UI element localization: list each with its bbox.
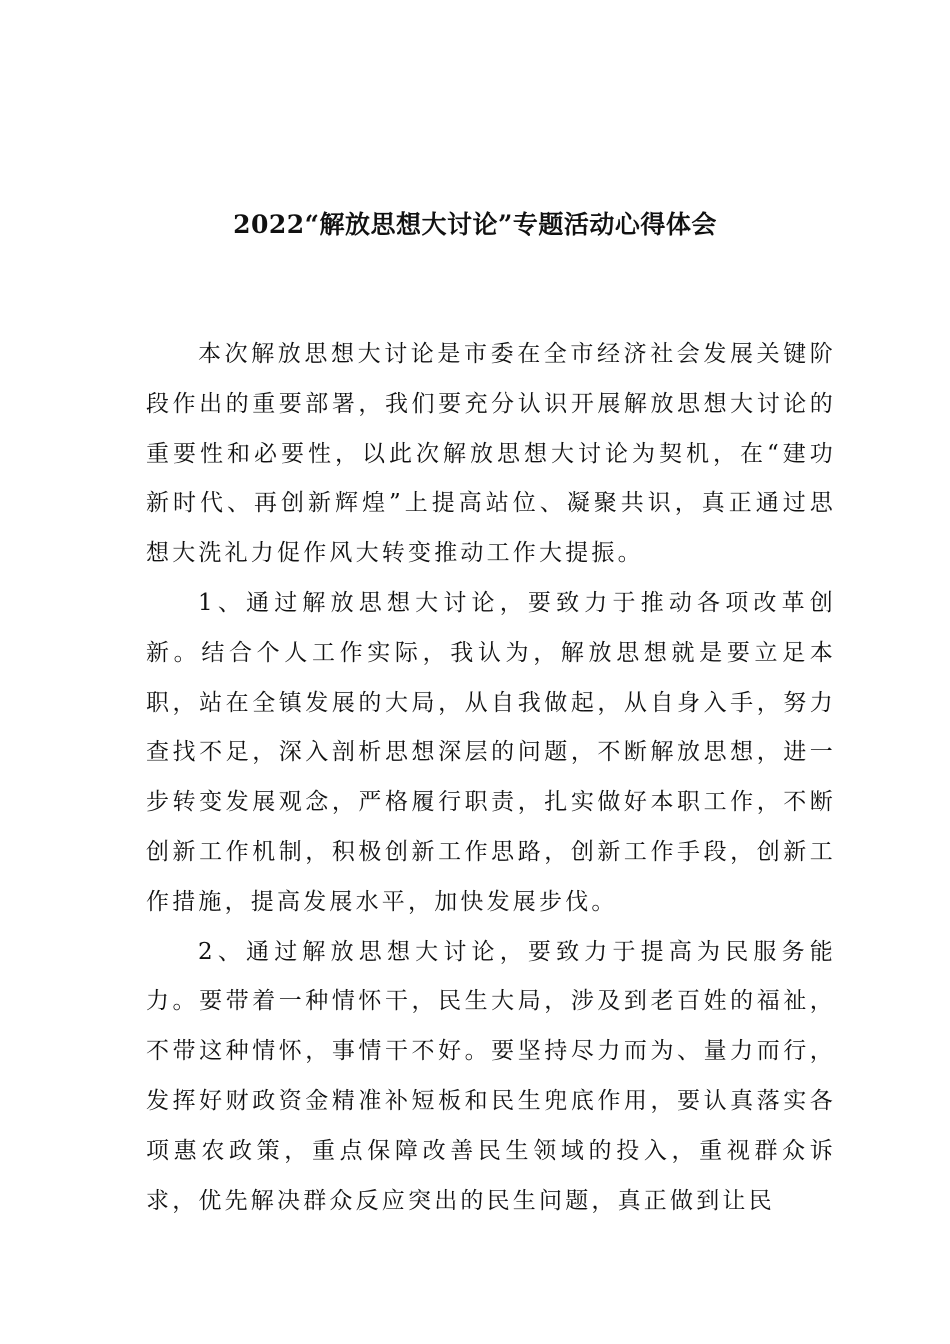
document-body (146, 330, 836, 1226)
paragraph-point-2: 2、通过解放思想大讨论，要致力于提高为民服务能力。要带着一种情怀干，民生大局，涉及到老百姓的福祉，不带这种情怀，事情干不好。要坚持尽力而为、量力而行，发挥好财政资金精准补短板和民生兜底作用，要认真落实各项惠农政策，重点保障改善民生领域的投入，重视群众诉求，优先解决群众反应突出的民生问题，真正做到让民 (146, 938, 836, 1214)
paragraph-point-1: 1、通过解放思想大讨论，要致力于推动各项改革创新。结合个人工作实际，我认为，解放思想就是要立足本职，站在全镇发展的大局，从自我做起，从自身入手，努力查找不足，深入剖析思想深层的问题，不断解放思想，进一步转变发展观念，严格履行职责，扎实做好本职工作，不断创新工作机制，积极创新工作思路，创新工作手段，创新工作措施，提高发展水平，加快发展步伐。 (146, 589, 836, 915)
paragraph-intro: 本次解放思想大讨论是市委在全市经济社会发展关键阶段作出的重要部署，我们要充分认识开展解放思想大讨论的重要性和必要性，以此次解放思想大讨论为契机，在“建功新时代、再创新辉煌”上提高站位、凝聚共识，真正通过思想大洗礼力促作风大转变推动工作大提振。 (146, 341, 836, 567)
document-title: 2022“解放思想大讨论”专题活动心得体会 (233, 210, 717, 239)
